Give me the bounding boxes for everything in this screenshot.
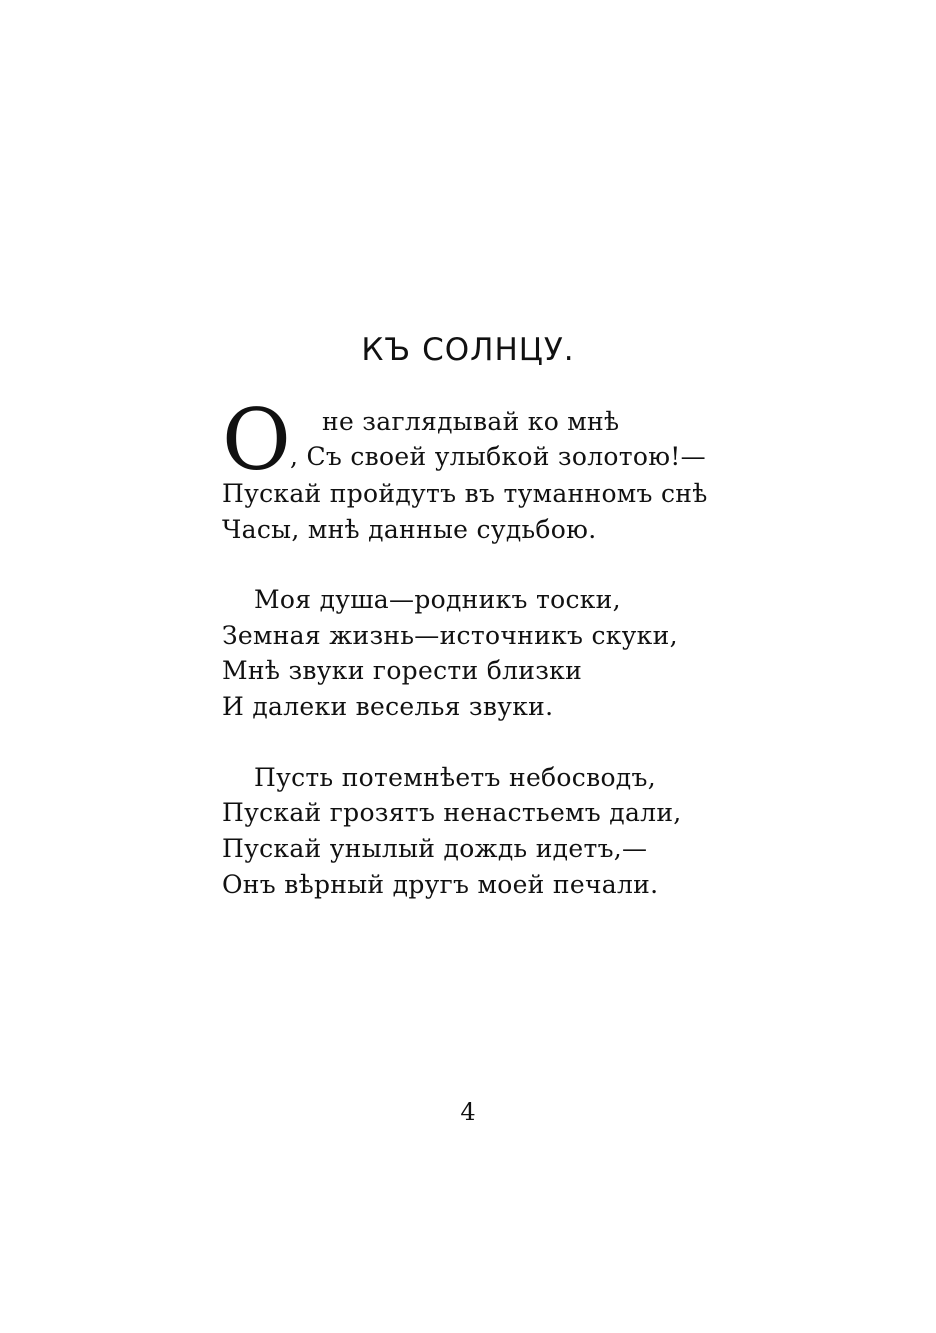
poem-line: Онъ вѣрный другъ моей печали. — [222, 870, 659, 899]
poem-line: Мнѣ звуки горести близки — [222, 656, 583, 685]
drop-cap: О — [222, 391, 291, 489]
poem-line: Земная жизнь—источникъ скуки, — [222, 621, 678, 650]
poem-title: КЪ СОЛНЦУ. — [361, 332, 575, 368]
poem-line: Пусть потемнѣетъ небосводъ, — [254, 763, 656, 792]
poem-line: Пускай пройдутъ въ туманномъ снѣ — [222, 479, 708, 508]
page-number: 4 — [460, 1098, 476, 1126]
poem-line: Моя душа—родникъ тоски, — [254, 585, 621, 614]
poem-line: , Съ своей улыбкой золотою!— — [290, 442, 706, 471]
poem-line: не заглядывай ко мнѣ — [322, 407, 620, 436]
poem-line: И далеки веселья звуки. — [222, 692, 554, 721]
poem-line: Пускай грозятъ ненастьемъ дали, — [222, 798, 682, 827]
poem-line: Часы, мнѣ данные судьбою. — [222, 515, 597, 544]
poem-line: Пускай унылый дождь идетъ,— — [222, 834, 648, 863]
